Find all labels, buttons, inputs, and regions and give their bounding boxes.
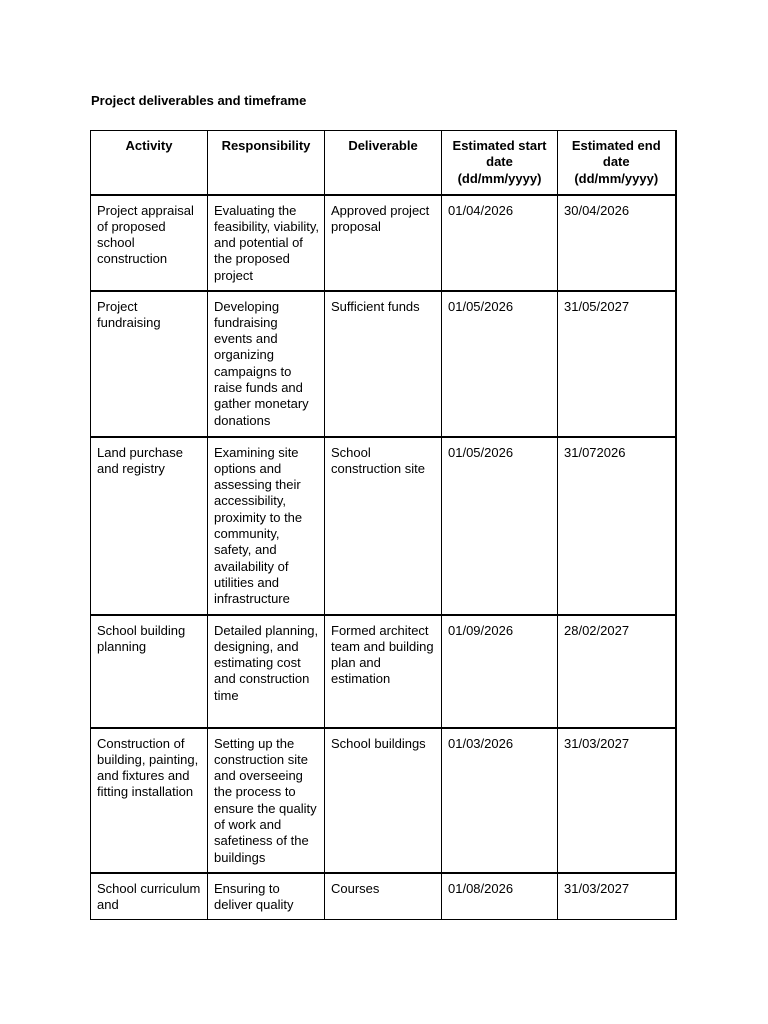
cell-end-date: 31/03/2027	[558, 728, 676, 873]
table-row	[91, 437, 676, 615]
cell-responsibility: Ensuring to deliver quality	[208, 873, 325, 920]
table-row	[91, 873, 676, 920]
header-start-date: Estimated start date (dd/mm/yyyy)	[442, 131, 558, 195]
cell-activity: Project fundraising	[91, 291, 208, 437]
cell-start-date: 01/09/2026	[442, 615, 558, 728]
table-row	[91, 195, 676, 291]
cell-responsibility: Developing fundraising events and organizing campaigns to raise funds and gather monetary donations	[208, 291, 325, 437]
table-row	[91, 291, 676, 437]
header-end-date: Estimated end date (dd/mm/yyyy)	[558, 131, 676, 195]
header-deliverable: Deliverable	[325, 131, 442, 195]
cell-start-date: 01/08/2026	[442, 873, 558, 920]
cell-end-date: 31/05/2027	[558, 291, 676, 437]
header-responsibility: Responsibility	[208, 131, 325, 195]
table-row	[91, 615, 676, 728]
cell-deliverable: School construction site	[325, 437, 442, 615]
cell-deliverable: Approved project proposal	[325, 195, 442, 291]
cell-deliverable: Sufficient funds	[325, 291, 442, 437]
cell-activity: School curriculum and	[91, 873, 208, 920]
cell-activity: Project appraisal of proposed school construction	[91, 195, 208, 291]
cell-deliverable: School buildings	[325, 728, 442, 873]
cell-end-date: 31/03/2027	[558, 873, 676, 920]
header-activity: Activity	[91, 131, 208, 195]
page-title: Project deliverables and timeframe	[91, 93, 307, 108]
cell-activity: Construction of building, painting, and fixtures and fitting installation	[91, 728, 208, 873]
cell-end-date: 28/02/2027	[558, 615, 676, 728]
table-row	[91, 728, 676, 873]
cell-responsibility: Setting up the construction site and overseeing the process to ensure the quality of work and safetiness of the buildings	[208, 728, 325, 873]
cell-responsibility: Detailed planning, designing, and estimating cost and construction time	[208, 615, 325, 728]
cell-end-date: 30/04/2026	[558, 195, 676, 291]
cell-responsibility: Evaluating the feasibility, viability, and potential of the proposed project	[208, 195, 325, 291]
table-header-row	[91, 131, 676, 195]
cell-activity: School building planning	[91, 615, 208, 728]
cell-responsibility: Examining site options and assessing their accessibility, proximity to the community, safety, and availability of utilities and infrastructure	[208, 437, 325, 615]
cell-start-date: 01/04/2026	[442, 195, 558, 291]
cell-deliverable: Formed architect team and building plan and estimation	[325, 615, 442, 728]
cell-start-date: 01/05/2026	[442, 291, 558, 437]
cell-start-date: 01/03/2026	[442, 728, 558, 873]
cell-activity: Land purchase and registry	[91, 437, 208, 615]
deliverables-table	[90, 130, 677, 920]
cell-start-date: 01/05/2026	[442, 437, 558, 615]
cell-end-date: 31/072026	[558, 437, 676, 615]
cell-deliverable: Courses	[325, 873, 442, 920]
